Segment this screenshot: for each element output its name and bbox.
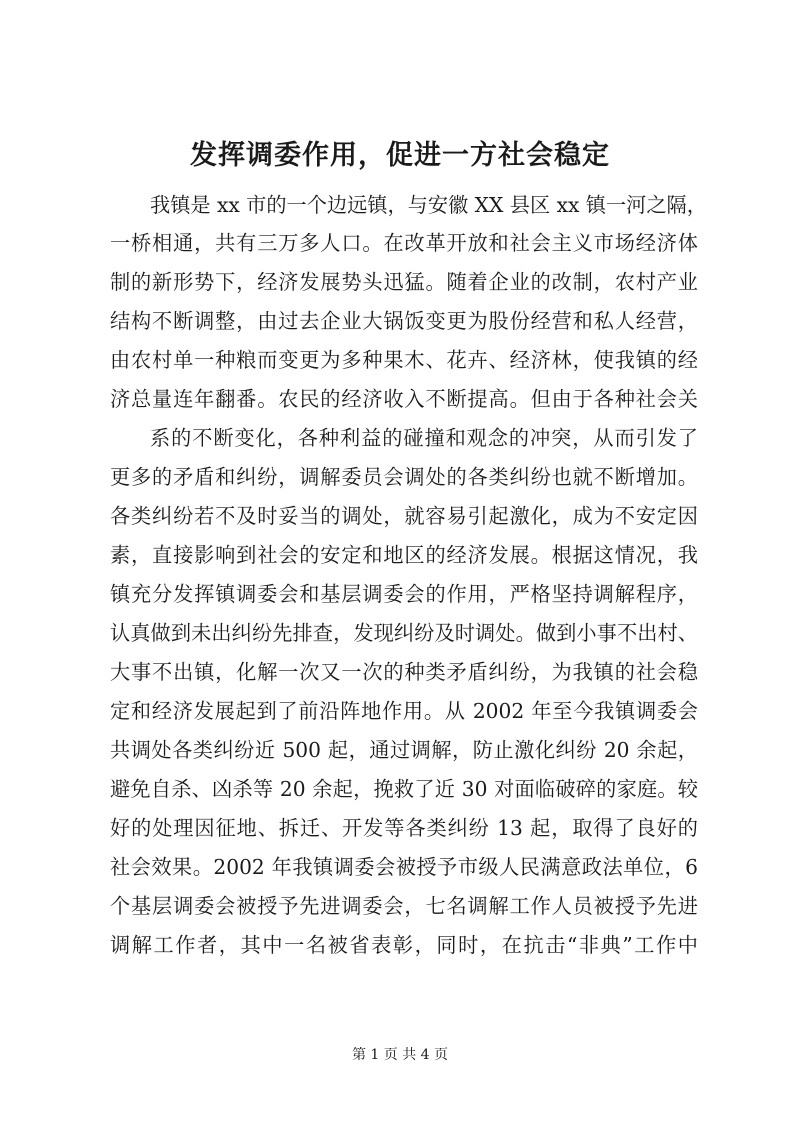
body-line-11: 镇充分发挥镇调委会和基层调委会的作用，严格坚持调解程序， — [110, 582, 698, 606]
body-line-6: 济总量连年翻番。农民的经济收入不断提高。但由于各种社会关 — [110, 387, 698, 411]
body-line-1: 我镇是 xx 市的一个边远镇，与安徽 XX 县区 xx 镇一河之隔， — [150, 193, 707, 217]
body-line-9: 各类纠纷若不及时妥当的调处，就容易引起激化，成为不安定因 — [110, 504, 698, 528]
body-line-20: 调解工作者，其中一名被省表彰，同时，在抗击“非典”工作中 — [110, 933, 698, 957]
body-line-19: 个基层调委会被授予先进调委会，七名调解工作人员被授予先进 — [110, 894, 698, 918]
body-line-15: 共调处各类纠纷近 500 起，通过调解，防止激化纠纷 20 余起， — [110, 738, 698, 762]
body-line-4: 结构不断调整，由过去企业大锅饭变更为股份经营和私人经营， — [110, 309, 698, 333]
body-line-8: 更多的矛盾和纠纷，调解委员会调处的各类纠纷也就不断增加。 — [110, 465, 698, 489]
body-line-2: 一桥相通，共有三万多人口。在改革开放和社会主义市场经济体 — [110, 231, 698, 255]
body-line-18: 社会效果。2002 年我镇调委会被授予市级人民满意政法单位，6 — [110, 855, 698, 879]
body-line-17: 好的处理因征地、拆迁、开发等各类纠纷 13 起，取得了良好的 — [110, 816, 698, 840]
body-line-12: 认真做到未出纠纷先排查，发现纠纷及时调处。做到小事不出村、 — [110, 621, 698, 645]
body-line-10: 素，直接影响到社会的安定和地区的经济发展。根据这情况，我 — [110, 543, 698, 567]
body-line-16: 避免自杀、凶杀等 20 余起，挽救了近 30 对面临破碎的家庭。较 — [110, 777, 698, 801]
document-title: 发挥调委作用，促进一方社会稳定 — [190, 140, 610, 171]
body-line-5: 由农村单一种粮而变更为多种果木、花卉、经济林，使我镇的经 — [110, 348, 698, 372]
body-line-13: 大事不出镇，化解一次又一次的种类矛盾纠纷，为我镇的社会稳 — [110, 660, 698, 684]
page-number-footer: 第 1 页 共 4 页 — [351, 1047, 449, 1063]
body-line-7: 系的不断变化，各种利益的碰撞和观念的冲突，从而引发了 — [150, 426, 698, 450]
body-line-14: 定和经济发展起到了前沿阵地作用。从 2002 年至今我镇调委会 — [110, 699, 698, 723]
body-line-3: 制的新形势下，经济发展势头迅猛。随着企业的改制，农村产业 — [110, 270, 698, 294]
